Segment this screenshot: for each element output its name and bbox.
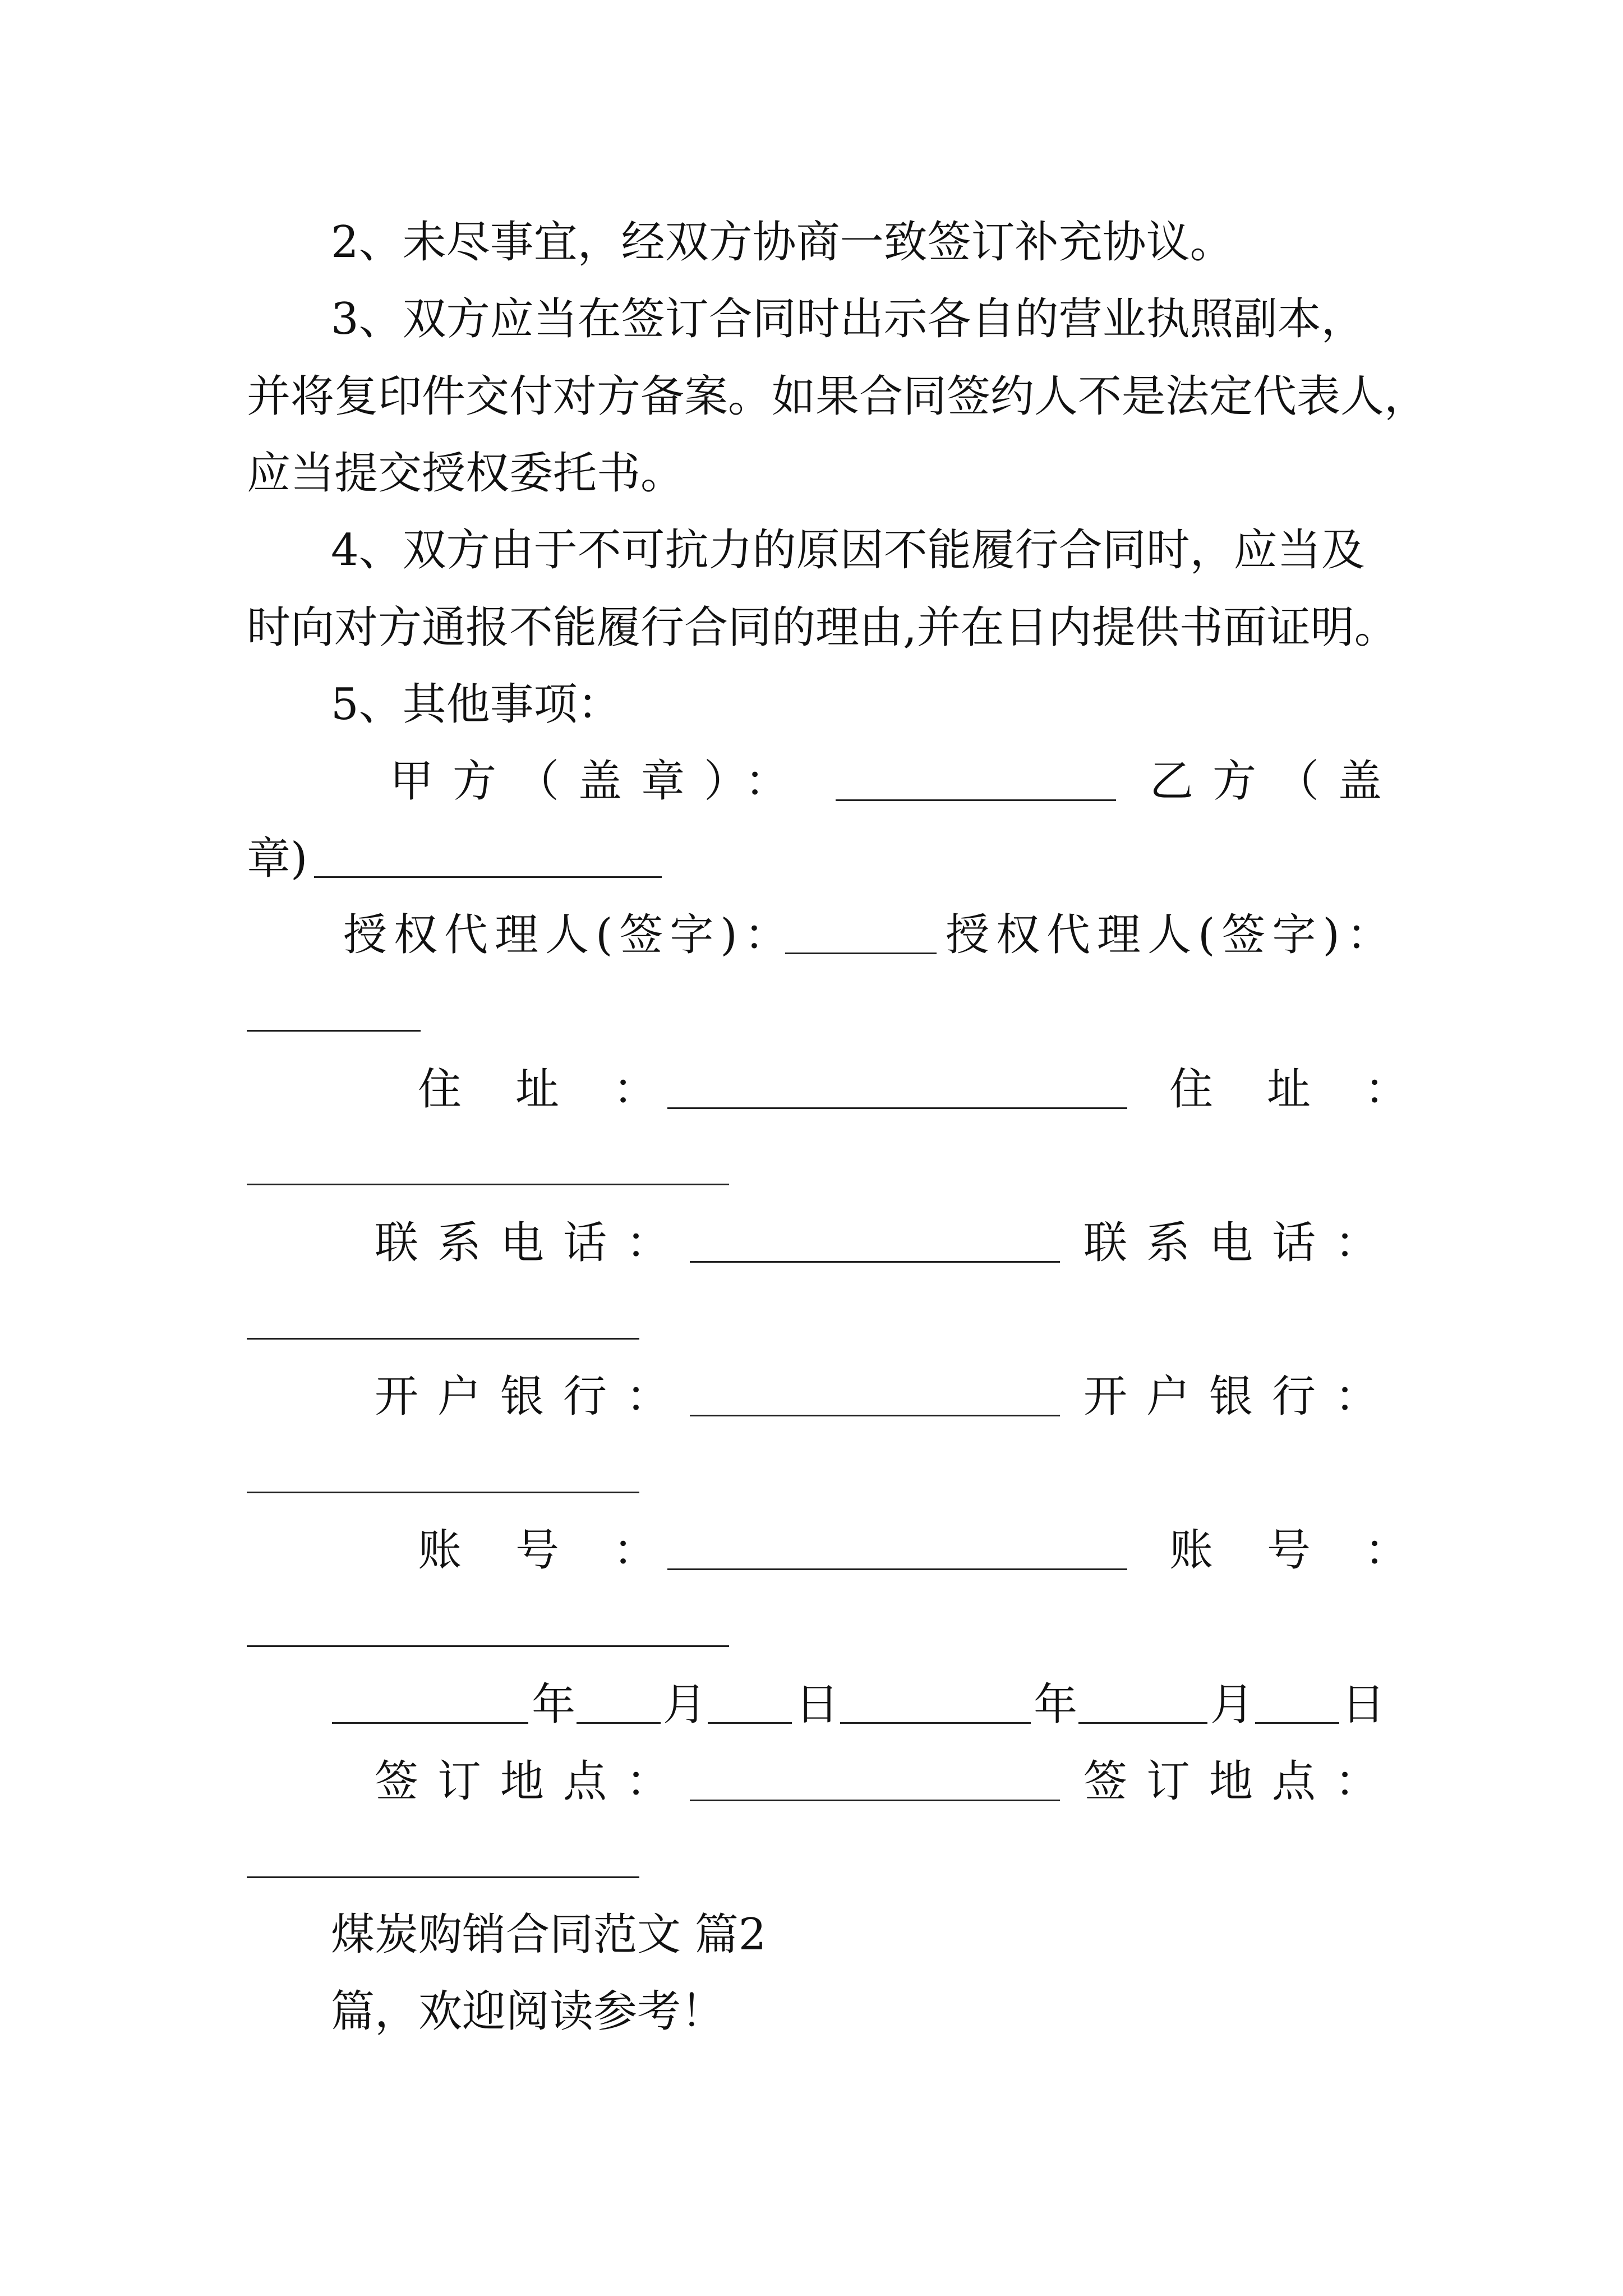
party-b-address-blank bbox=[247, 1184, 729, 1185]
party-b-address-label: 住址： bbox=[1169, 1064, 1463, 1115]
party-b-place-blank bbox=[247, 1876, 639, 1878]
party-b-place-label: 签订地点： bbox=[1083, 1756, 1398, 1807]
party-b-agent-label: 授权代理人(签字)： bbox=[946, 910, 1397, 960]
party-b-month-label: 月 bbox=[1210, 1680, 1255, 1730]
party-b-bank-blank bbox=[247, 1492, 639, 1493]
party-b-account-label: 账号： bbox=[1169, 1525, 1463, 1576]
party-a-account-label: 账号： bbox=[418, 1525, 711, 1576]
clause-4-line-2: 时向对方通报不能履行合同的理由,并在日内提供书面证明。 bbox=[247, 602, 1398, 653]
next-contract-title: 煤炭购销合同范文 篇2 bbox=[331, 1910, 767, 1960]
party-b-month-blank bbox=[1078, 1722, 1207, 1724]
party-b-account-blank bbox=[247, 1645, 729, 1647]
party-b-seal-blank bbox=[314, 876, 662, 878]
party-a-phone-label: 联系电话： bbox=[375, 1218, 689, 1268]
party-a-year-blank bbox=[332, 1722, 528, 1724]
party-a-agent-label: 授权代理人(签字)： bbox=[343, 910, 795, 960]
party-b-phone-blank bbox=[247, 1338, 639, 1340]
party-a-seal-blank bbox=[836, 799, 1116, 801]
party-a-account-blank bbox=[667, 1568, 1127, 1570]
party-a-bank-label: 开户银行： bbox=[375, 1372, 689, 1422]
party-a-year-label: 年 bbox=[532, 1680, 576, 1730]
party-a-place-label: 签订地点： bbox=[375, 1756, 689, 1807]
clause-3-line-1: 3、双方应当在签订合同时出示各自的营业执照副本， bbox=[331, 294, 1365, 344]
closing-line: 篇，欢迎阅读参考！ bbox=[331, 1986, 725, 2037]
party-a-address-blank bbox=[667, 1107, 1127, 1109]
party-a-month-blank bbox=[577, 1722, 661, 1724]
party-b-day-label: 日 bbox=[1341, 1680, 1386, 1730]
party-a-agent-blank bbox=[785, 953, 937, 954]
clause-3-line-3: 应当提交授权委托书。 bbox=[247, 448, 685, 499]
party-b-year-label: 年 bbox=[1034, 1680, 1078, 1730]
party-a-month-label: 月 bbox=[663, 1680, 707, 1730]
clause-2: 2、未尽事宜，经双方协商一致签订补充协议。 bbox=[331, 217, 1234, 268]
party-a-phone-blank bbox=[690, 1261, 1060, 1263]
party-a-day-blank bbox=[708, 1722, 792, 1724]
party-b-day-blank bbox=[1255, 1722, 1339, 1724]
party-a-address-label: 住址： bbox=[418, 1064, 711, 1115]
party-a-bank-blank bbox=[690, 1415, 1060, 1416]
party-a-seal-label: 甲方（盖章）： bbox=[390, 756, 808, 807]
party-a-place-blank bbox=[690, 1800, 1060, 1801]
clause-4-line-1: 4、双方由于不可抗力的原因不能履行合同时，应当及 bbox=[331, 525, 1365, 576]
party-b-agent-blank bbox=[247, 1030, 421, 1032]
clause-5: 5、其他事项： bbox=[331, 679, 621, 730]
party-b-seal-label-tail: 章) bbox=[247, 834, 308, 884]
party-b-seal-label-head: 乙方（盖 bbox=[1150, 756, 1401, 807]
party-b-bank-label: 开户银行： bbox=[1083, 1372, 1398, 1422]
party-b-year-blank bbox=[840, 1722, 1031, 1724]
party-b-phone-label: 联系电话： bbox=[1083, 1218, 1398, 1268]
party-a-day-label: 日 bbox=[795, 1680, 840, 1730]
clause-3-line-2: 并将复印件交付对方备案。如果合同签约人不是法定代表人， bbox=[247, 371, 1428, 422]
